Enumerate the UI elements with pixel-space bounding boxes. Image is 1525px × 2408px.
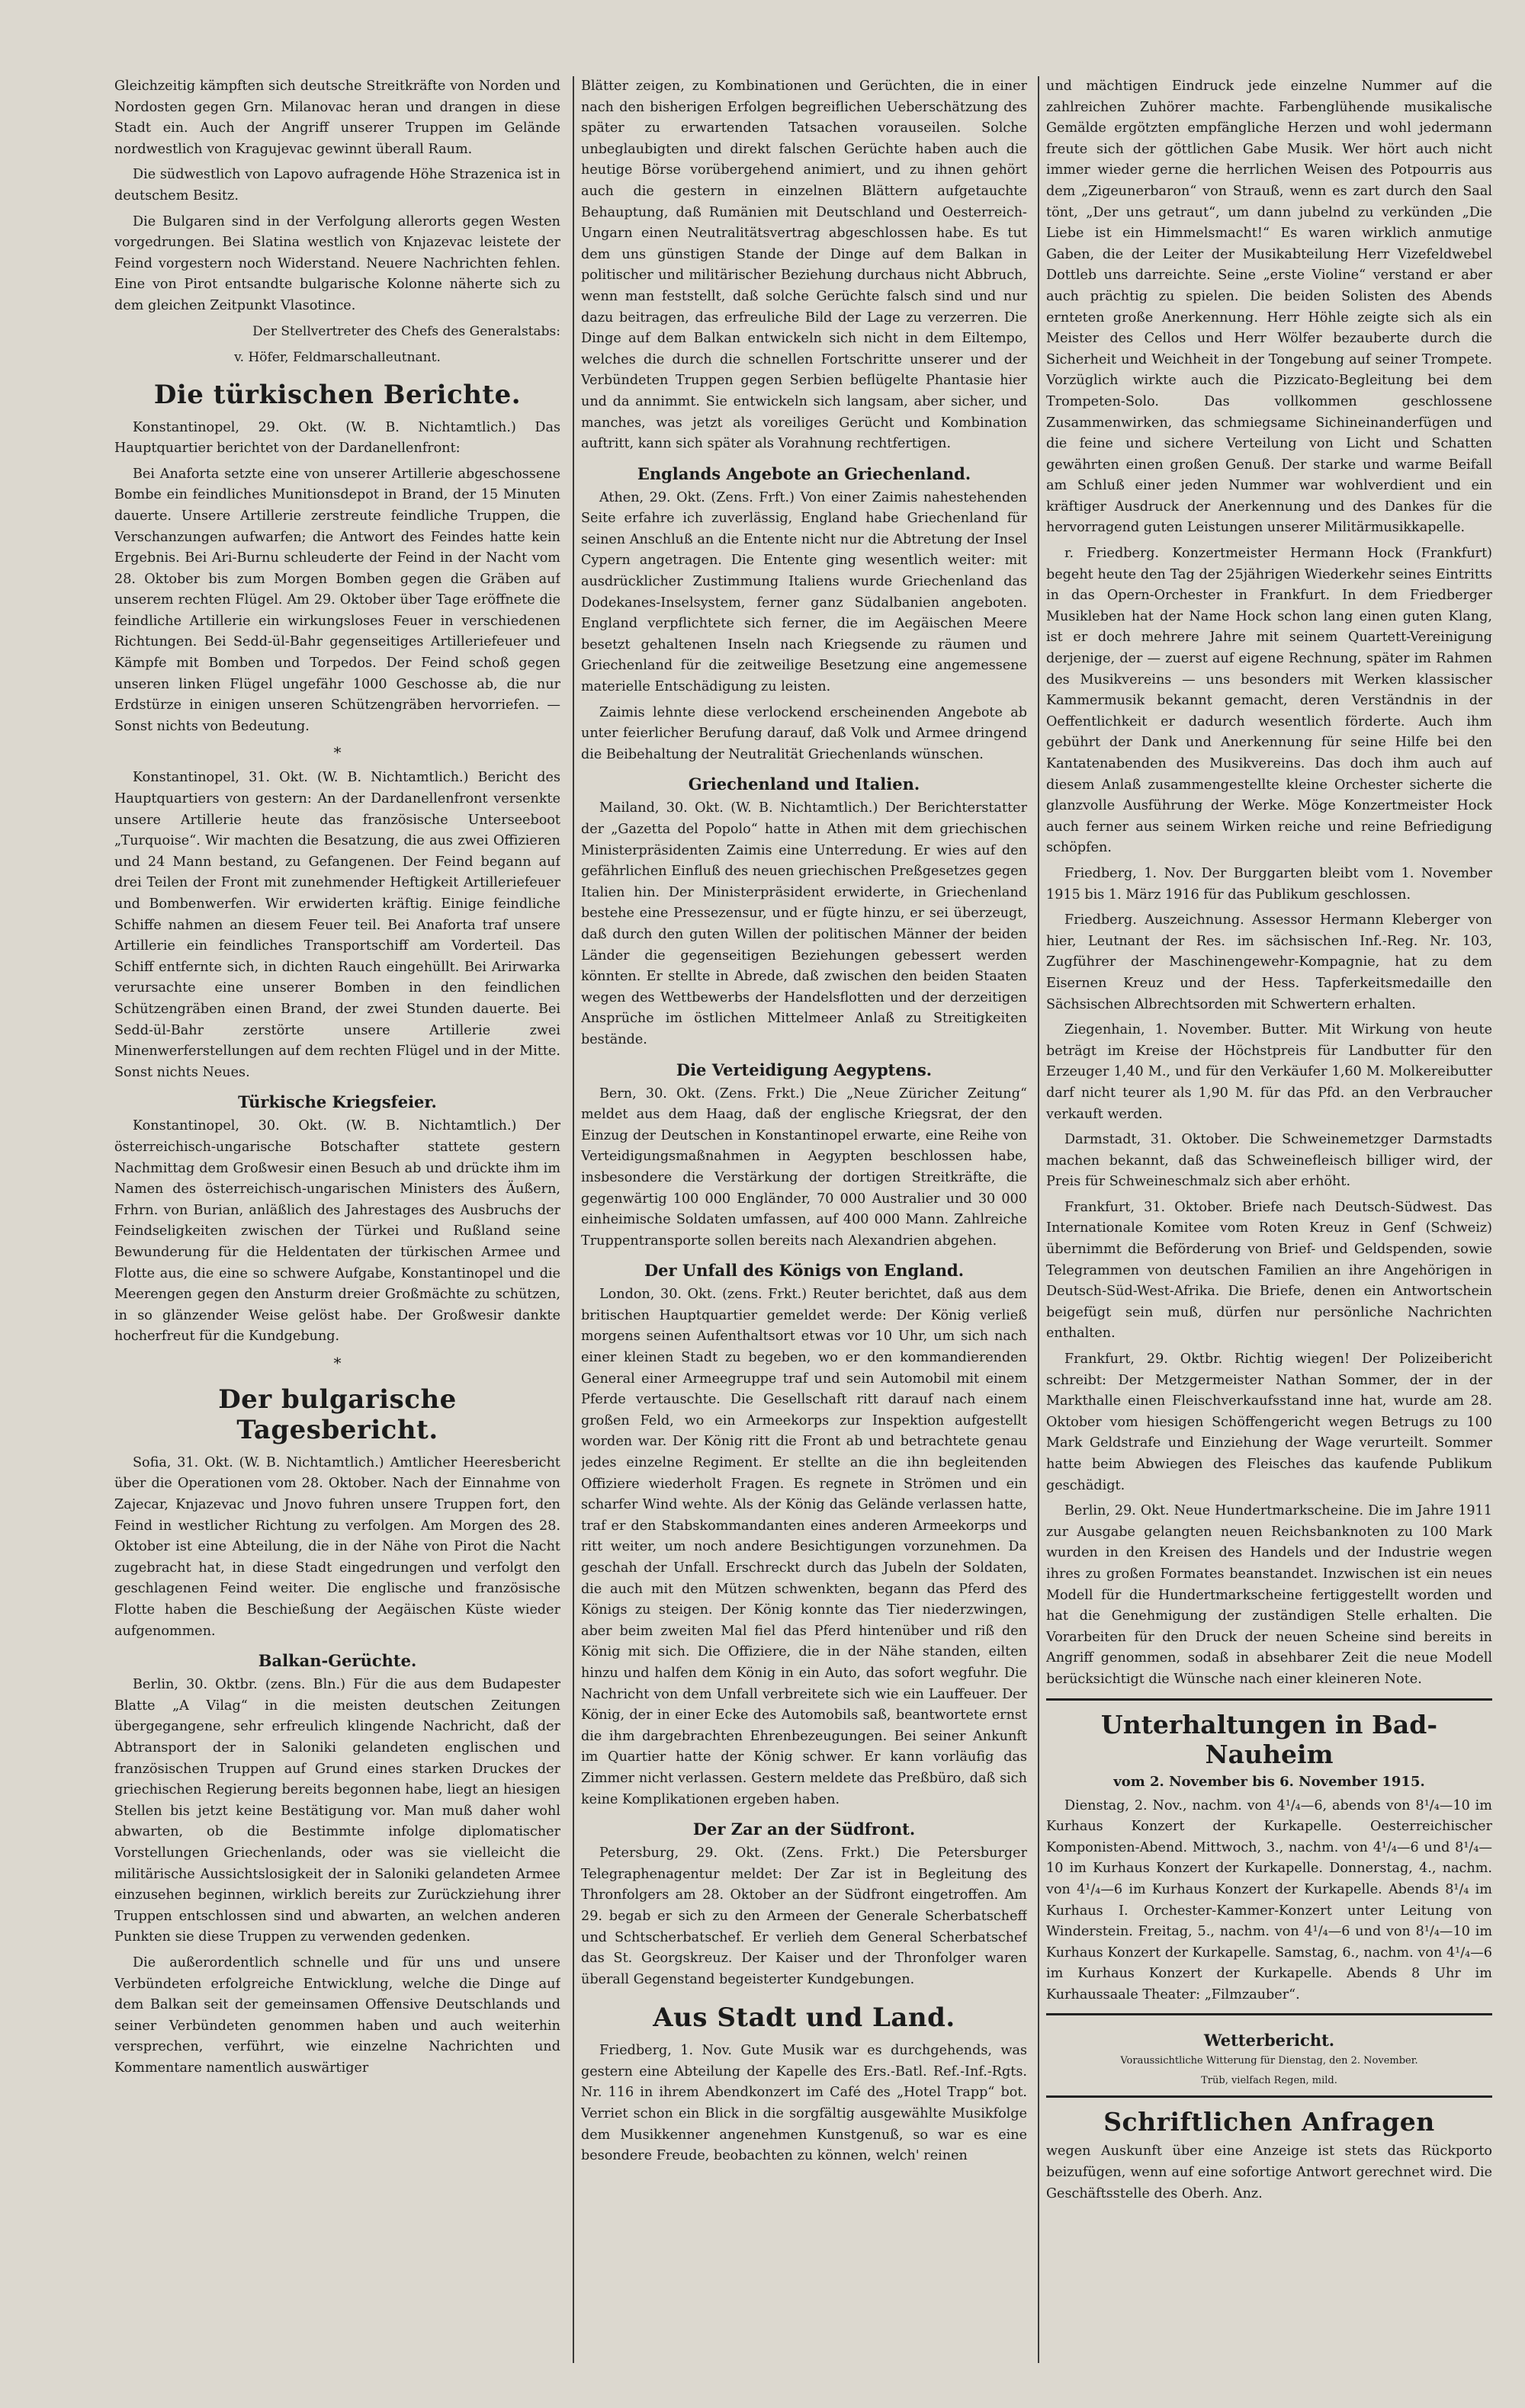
paragraph: London, 30. Okt. (zens. Frkt.) Reuter berichtet, daß aus dem britischen Hauptquartier gemeldet werde: Der König verließ morgens seinen Aufenthaltsort etwas vor 10 Uhr, um sich nach einer kleinen Stadt zu begeben, wo er den kommandierenden General einer Armeegruppe traf und sein Automobil mit einem Pferde vertauschte. Die Gesellschaft ritt darauf nach einem großen Feld, wo ein Armeekorps zur Inspektion aufgestellt worden war. Der König ritt die Front ab und betrachtete genau jedes einzelne Regiment. Er stellte an die ihn begleitenden Offiziere wiederholt Fragen. Es regnete in Strömen und ein scharfer Wind wehte. Als der König das Gelände verlassen hatte, traf er den Stabskommandanten eines anderen Armeekorps und ritt weiter, um noch andere Besichtigungen vorzunehmen. Da geschah der Unfall. Erschreckt durch das Jubeln der Soldaten, die auch mit den Mützen schwenkten, begann das Pferd des Königs zu steigen. Der König konnte das Tier niederzwingen, aber beim zweiten Mal fiel das Pferd hintenüber und riß den König mit sich. Die Offiziere, die in der Nähe standen, eilten hinzu und halfen dem König in ein Auto, das sofort wegfuhr. Die Nachricht von dem Unfall verbreitete sich wie ein Lauffeuer. Der König, der in einer Ecke des Automobils saß, beantwortete ernst die ihm dargebrachten Ehrenbezeugungen. Bei seiner Ankunft im Quartier hatte der König schwer. Er kann vorläufig das Zimmer nicht verlassen. Gestern meldete das Preßbüro, daß sich keine Komplikationen ergeben haben. <box>581 1287 1027 1807</box>
separator-star: * <box>333 743 342 762</box>
headline-turkish-reports: Die türkischen Berichte. <box>153 379 522 410</box>
headline-englands-offers: Englands Angebote an Griechenland. <box>637 463 971 483</box>
entertainment-box <box>1046 1698 1492 2006</box>
paragraph: Die Bulgaren sind in der Verfolgung allerorts gegen Westen vorgedrungen. Bei Slatina westlich von Knjazevac leistete der Feind vorgestern noch Widerstand. Neuere Nachrichten fehlen. Eine von Pirot entsandte bulgarische Kolonne näherte sich zu dem gleichen Zeitpunkt Vlasotince. <box>114 213 560 313</box>
entertainment-dates: vom 2. November bis 6. November 1915. <box>1113 1773 1425 1790</box>
paragraph: Friedberg. Auszeichnung. Assessor Hermann Kleberger von hier, Leutnant der Res. im sächsischen Inf.-Reg. Nr. 103, Zugführer der Maschinengewehr-Kompagnie, hat zu dem Eisernen Kreuz und der Hess. Tapferkeitsmedaille den Sächsischen Albrechtsorden mit Schwertern erhalten. <box>1046 912 1492 1012</box>
paragraph: Konstantinopel, 29. Okt. (W. B. Nichtamtlich.) Das Hauptquartier berichtet von der Dardanellenfront: <box>114 419 560 457</box>
paragraph: Ziegenhain, 1. November. Butter. Mit Wirkung von heute beträgt im Kreise der Höchstpreis für Landbutter für den Erzeuger 1,40 M., und für den Verkäufer 1,60 M. Molkereibutter darf nicht teurer als 1,90 M. für das Pfd. an den Verbraucher verkauft werden. <box>1046 1022 1492 1122</box>
column-3 <box>1046 76 1492 2371</box>
column-1 <box>114 76 560 2371</box>
headline-greece-italy: Griechenland und Italien. <box>688 774 920 794</box>
paragraph: Darmstadt, 31. Oktober. Die Schweinemetzger Darmstadts machen bekannt, daß das Schweinefleisch billiger wird, der Preis für Schweineschmalz sich aber erhöht. <box>1046 1132 1492 1190</box>
paragraph: Zaimis lehnte diese verlockend erscheinenden Angebote ab unter feierlicher Berufung darauf, daß Volk und Armee dringend die Beibehaltung der Neutralität Griechenlands wünschen. <box>581 704 1027 762</box>
paragraph: Frankfurt, 29. Oktbr. Richtig wiegen! Der Polizeibericht schreibt: Der Metzgermeister Nathan Sommer, der in der Markthalle einen Fleischverkaufsstand inne hat, wurde am 28. Oktober vom hiesigen Schöffengericht wegen Betrugs zu 100 Mark Geldstrafe und Einziehung der Wage verurteilt. Sommer hatte beim Abwiegen des Fleisches das kaufende Publikum geschädigt. <box>1046 1351 1492 1493</box>
headline-turkish-war-celebration: Türkische Kriegsfeier. <box>238 1092 437 1112</box>
paragraph: Die südwestlich von Lapovo aufragende Höhe Strazenica ist in deutschem Besitz. <box>114 167 560 204</box>
headline-written-inquiries: Schriftlichen Anfragen <box>1103 2107 1435 2137</box>
weather-box <box>1046 2013 1492 2088</box>
headline-defense-egypt: Die Verteidigung Aegyptens. <box>676 1060 933 1079</box>
inquiries-box <box>1046 2095 1492 2204</box>
paragraph: Bei Anaforta setzte eine von unserer Artillerie abgeschossene Bombe ein feindliches Munitionsdepot in Brand, der 15 Minuten dauerte. Unsere Artillerie zerstreute feindliche Truppen, die Verschanzungen aufwarfen; die Antwort des Feindes hatte kein Ergebnis. Bei Ari-Burnu schleuderte der Feind in der Nacht vom 28. Oktober bis zum Morgen Bomben gegen die Gräben auf unserem rechten Flügel. Am 29. Oktober über Tage eröffnete die feindliche Artillerie ein wirkungsloses Feuer in verschiedenen Richtungen. Bei Sedd-ül-Bahr gegenseitiges Artilleriefeuer und Kämpfe mit Bomben und Torpedos. Der Feind schoß gegen unseren linken Flügel ungefähr 1000 Geschosse ab, die nur Erdstürze in einigen unseren Schützengräben hervorriefen. — Sonst nichts von Bedeutung. <box>114 466 560 734</box>
paragraph: Konstantinopel, 30. Okt. (W. B. Nichtamtlich.) Der österreichisch-ungarische Botschafter stattete gestern Nachmittag dem Großwesir einen Besuch ab und drückte ihm im Namen des österreichisch-ungarischen Ministers des Äußern, Frhrn. von Burian, anläßlich des Jahrestages des Ausbruchs der Feindseligkeiten zwischen der Türkei und Rußland seine Bewunderung für die Heldentaten der türkischen Armee und Flotte aus, die eine so schwere Aufgabe, Konstantinopel und die Meerengen gegen den Ansturm dreier Großmächte zu schützen, in so glänzender Weise gelöst habe. Der Großwesir dankte hocherfreut für die Kundgebung. <box>114 1118 560 1345</box>
signature-line: Der Stellvertreter des Chefs des Generalstabs: <box>252 323 560 339</box>
headline-weather: Wetterbericht. <box>1203 2031 1335 2050</box>
paragraph: Friedberg, 1. Nov. Gute Musik war es durchgehends, was gestern eine Abteilung der Kapelle des Ers.-Batl. Ref.-Inf.-Rgts. Nr. 116 in ihrem Abendkonzert im Café des „Hotel Trapp“ bot. Verriet schon ein Blick in die sorgfältig ausgewählte Musikfolge dem Musikkenner angenehmen Kunstgenuß, so war es eine besondere Freude, beobachten zu können, welch' reinen <box>581 2043 1027 2164</box>
paragraph: Blätter zeigen, zu Kombinationen und Gerüchten, die in einer nach den bisherigen Erfolgen begreiflichen Ueberschätzung des später zu erwartenden Tatsachen vorauseilen. Solche unbeglaubigten und direkt falschen Gerüchte haben auch die heutige Börse vorübergehend animiert, und zu ihnen gehört auch die gestern in einzelnen Blättern aufgetauchte Behauptung, daß Rumänien mit Deutschland und Oesterreich-Ungarn einen Neutralitätsvertrag abgeschlossen habe. Es tut dem uns günstigen Stande der Dinge auf dem Balkan in politischer und militärischer Beziehung durchaus nicht Abbruch, wenn man feststellt, daß solche Gerüchte falsch sind und nur dazu beitragen, das erfreuliche Bild der Lage zu verzerren. Die Dinge auf dem Balkan entwickeln sich nicht in dem Eiltempo, welches die durch die schnellen Fortschritte unserer und der Verbündeten Truppen gegen Serbien beflügelte Phantasie hier und da annimmt. Sie entwickeln sich langsam, aber sicher, und manches, was jetzt als voreiliges Gerücht und Kombination auftritt, kann sich später als Vorahnung rechtfertigen. <box>581 79 1027 452</box>
weather-forecast-label: Voraussichtliche Witterung für Dienstag, den 2. November. <box>1120 2055 1418 2067</box>
signature-name: v. Höfer, Feldmarschalleutnant. <box>234 349 441 365</box>
column-rule <box>573 76 574 2363</box>
paragraph: Konstantinopel, 31. Okt. (W. B. Nichtamtlich.) Bericht des Hauptquartiers von gestern: An der Dardanellenfront versenkte unsere Artillerie heute das französische Unterseeboot „Turquoise“. Wir machten die Besatzung, die aus zwei Offizieren und 24 Mann bestand, zu Gefangenen. Der Feind begann auf drei Teilen der Front mit zunehmender Heftigkeit Artilleriefeuer und Bombenwerfen. Wir erwiderten kräftig. Einige feindliche Schiffe nahmen an diesem Feuer teil. Bei Anaforta traf unsere Artillerie ein feindliches Transportschiff am Vorderteil. Das Schiff entfernte sich, in dichten Rauch eingehüllt. Bei Arirwarka verursachte eine unserer Bomben in den feindlichen Schützengräben einen Brand, der zwei Stunden dauerte. Bei Sedd-ül-Bahr zerstörte unsere Artillerie zwei Minenwerferstellungen auf dem rechten Flügel und in der Mitte. Sonst nichts Neues. <box>114 770 560 1080</box>
paragraph: wegen Auskunft über eine Anzeige ist stets das Rückporto beizufügen, wenn auf eine sofortige Antwort gerechnet wird. Die Geschäftsstelle des Oberh. Anz. <box>1046 2143 1492 2201</box>
headline-city-and-country: Aus Stadt und Land. <box>653 2002 955 2034</box>
paragraph: Bern, 30. Okt. (Zens. Frkt.) Die „Neue Züricher Zeitung“ meldet aus dem Haag, daß der englische Kriegsrat, der den Einzug der Deutschen in Konstantinopel erwarte, eine Reihe von Verteidigungsmaßnahmen in Aegypten beschlossen habe, insbesondere die Verstärkung der dortigen Streitkräfte, die gegenwärtig 100 000 Engländer, 70 000 Australier und 30 000 einheimische Soldaten umfassen, auf 400 000 Mann. Zahlreiche Truppentransporte sollen bereits nach Alexandrien abgehen. <box>581 1085 1027 1249</box>
headline-entertainment-bad-nauheim: Unterhaltungen in Bad-Nauheim <box>1100 1709 1438 1769</box>
paragraph: Berlin, 29. Okt. Neue Hundertmarkscheine. Die im Jahre 1911 zur Ausgabe gelangten neuen Reichsbanknoten zu 100 Mark wurden in den Kreisen des Handels und der Industrie wegen ihres zu großen Formates beanstandet. Inzwischen ist ein neues Modell für die Hundertmarkscheine fertiggestellt worden und hat die Genehmigung der zuständigen Stelle erhalten. Die Vorarbeiten für den Druck der neuen Scheine sind bereits in Angriff genommen, sodaß in absehbarer Zeit die neue Modell berücksichtigt die Wünsche nach einer kleineren Note. <box>1046 1503 1492 1687</box>
paragraph: Dienstag, 2. Nov., nachm. von 4¹/₄—6, abends von 8¹/₄—10 im Kurhaus Konzert der Kurkapelle. Oesterreichischer Komponisten-Abend. Mittwoch, 3., nachm. von 4¹/₄—6 und 8¹/₄—10 im Kurhaus Konzert der Kurkapelle. Donnerstag, 4., nachm. von 4¹/₄—6 im Kurhaus Konzert der Kurkapelle. Abends 8¹/₄ im Kurhaus I. Orchester-Kammer-Konzert unter Leitung von Winderstein. Freitag, 5., nachm. von 4¹/₄—6 und von 8¹/₄—10 im Kurhaus Konzert der Kurkapelle. Samstag, 6., nachm. von 4¹/₄—6 im Kurhaus Konzert der Kurkapelle. Abends 8 Uhr im Kurhaussaale Theater: „Filmzauber“. <box>1046 1797 1492 2002</box>
headline-tsar-south-front: Der Zar an der Südfront. <box>692 1820 916 1839</box>
column-2 <box>581 76 1027 2371</box>
paragraph: Petersburg, 29. Okt. (Zens. Frkt.) Die Petersburger Telegraphenagentur meldet: Der Zar ist in Begleitung des Thronfolgers am 28. Oktober an der Südfront eingetroffen. Am 29. begab er sich zu den Armeen der Generale Scherbatscheff und Schtscherbatschef. Er verlieh dem General Scherbatschef das St. Georgskreuz. Der Kaiser und der Thronfolger waren überall Gegenstand begeisterter Kundgebungen. <box>581 1845 1027 1987</box>
paragraph: und mächtigen Eindruck jede einzelne Nummer auf die zahlreichen Zuhörer machte. Farbenglühende musikalische Gemälde ergötzten empfängliche Herzen und wohl jedermann freute sich der göttlichen Gabe Musik. Wer hört auch nicht immer wieder gerne die herrlichen Weisen des Potpourris aus dem „Zigeunerbaron“ von Strauß, wenn es zart durch den Saal tönt, „Der uns getraut“, um dann jubelnd zu verkünden „Die Liebe ist ein Himmelsmacht!“ Es waren wirklich anmutige Gaben, die der Leiter der Musikabteilung Herr Vizefeldwebel Dottleb uns darreichte. Seine „erste Violine“ verstand er aber auch prächtig zu spielen. Die beiden Solisten des Abends ernteten große Anerkennung. Herr Höhle zeigte sich als ein Meister des Cellos und Herr Wölfer bezauberte durch die Sicherheit und Weichheit in der Tongebung auf seiner Trompete. Vorzüglich wirkte auch die Pizzicato-Begleitung bei dem Trompeten-Solo. Das vollkommen geschlossene Zusammenwirken, das schmiegsame Sichineinanderfügen und die feine und sichere Verteilung von Licht und Schatten gewährten einen großen Genuß. Der starke und warme Beifall am Schluß einer jeden Nummer war wohlverdient und ein kräftiger Ausdruck der Anerkennung und des Dankes für die hervorragend guten Leistungen unserer Militärmusikkapelle. <box>1046 79 1492 536</box>
paragraph: Friedberg, 1. Nov. Der Burggarten bleibt vom 1. November 1915 bis 1. März 1916 für das Publikum geschlossen. <box>1046 865 1492 903</box>
paragraph: Berlin, 30. Oktbr. (zens. Bln.) Für die aus dem Budapester Blatte „A Vilag“ in die meisten deutschen Zeitungen übergegangene, sehr erfreulich klingende Nachricht, daß der Abtransport der in Saloniki gelandeten englischen und französischen Truppen auf Grund eines starken Druckes der griechischen Regierung bereits begonnen habe, liegt an hiesigen Stellen bis jetzt keine Bestätigung vor. Man muß daher wohl abwarten, ob die Bestimmte infolge diplomatischer Vorstellungen Griechenlands, oder was sie vielleicht die militärische Aussichtslosigkeit der in Saloniki gelandeten Armee einzusehen beginnen, wirklich bereits zur Zurückziehung ihrer Truppen entschlossen sind und abwarten, an welchen anderen Punkten sie diese Truppen zu verwenden gedenken. <box>114 1677 560 1945</box>
paragraph: r. Friedberg. Konzertmeister Hermann Hock (Frankfurt) begeht heute den Tag der 25jährigen Wiederkehr seines Eintritts in das Opern-Orchester in Frankfurt. In dem Friedberger Musikleben hat der Name Hock schon lang einen guten Klang, ist er doch mehrere Jahre mit seinem Quartett-Vereinigung derjenige, der — zuerst auf eigene Rechnung, später im Rahmen des Musikvereins — uns besonders mit Werken klassischer Kammermusik bekannt gemacht, deren Verständnis in der Oeffentlichkeit er dadurch wesentlich förderte. Auch ihm gebührt der Dank und Anerkennung für seine Hilfe bei den Kantatenabenden des Musikvereins. Das doch ihm auch auf diesem Anlaß zusammengestellte kleine Orchester sicherte die glanzvolle Ausführung der Werke. Möge Konzertmeister Hock auch ferner aus seinem Wirken reiche und reine Befriedigung schöpfen. <box>1046 546 1492 856</box>
paragraph: Die außerordentlich schnelle und für uns und unsere Verbündeten erfolgreiche Entwicklung, welche die Dinge auf dem Balkan seit der gemeinsamen Offensive Deutschlands und seiner Verbündeten genommen haben und auch weiterhin versprechen, verführt, wie einzelne Nachrichten und Kommentare namentlich auswärtiger <box>114 1954 560 2076</box>
headline-bulgarian-report: Der bulgarische Tagesbericht. <box>218 1384 457 1445</box>
paragraph: Gleichzeitig kämpften sich deutsche Streitkräfte von Norden und Nordosten gegen Grn. Milanovac heran und drangen in diese Stadt ein. Auch der Angriff unserer Truppen im Gelände nordwestlich von Kragujevac gewinnt überall Raum. <box>114 79 560 157</box>
headline-kings-accident: Der Unfall des Königs von England. <box>644 1261 965 1281</box>
weather-forecast: Trüb, vielfach Regen, mild. <box>1201 2075 1337 2087</box>
paragraph: Athen, 29. Okt. (Zens. Frft.) Von einer Zaimis nahestehenden Seite erfahre ich zuverlässig, England habe Griechenland für seinen Anschluß an die Entente nicht nur die Abtretung der Insel Cypern angetragen. Die Entente ging wesentlich weiter: mit ausdrücklicher Zustimmung Italiens wurde Griechenland das Dodekanes-Inselsystem, ferner ganz Südalbanien angeboten. England verpflichtete sich ferner, die im Aegäischen Meere besetzt gehaltenen Inseln nach Kriegsende zu räumen und Griechenland für die zeitweilige Besetzung eine angemessene materielle Entschädigung zu leisten. <box>581 489 1027 695</box>
paragraph: Frankfurt, 31. Oktober. Briefe nach Deutsch-Südwest. Das Internationale Komitee vom Roten Kreuz in Genf (Schweiz) übernimmt die Beförderung von Brief- und Geldspenden, sowie Telegrammen von deutschen Familien an ihre Angehörigen in Deutsch-Süd-West-Afrika. Die Briefe, denen ein Antwortschein beigefügt sein muß, dürfen nur persönliche Nachrichten enthalten. <box>1046 1199 1492 1342</box>
column-rule <box>1038 76 1039 2363</box>
newspaper-page <box>114 76 1502 2378</box>
paragraph: Sofia, 31. Okt. (W. B. Nichtamtlich.) Amtlicher Heeresbericht über die Operationen vom 28. Oktober. Nach der Einnahme von Zajecar, Knjazevac und Jnovo fuhren unsere Truppen fort, den Feind in westlicher Richtung zu verfolgen. Am Morgen des 28. Oktober ist eine Abteilung, die in der Nähe von Pirot die Nacht zugebracht hat, in diese Stadt eingedrungen und verfolgt den geschlagenen Feind weiter. Die englische und französische Flotte haben die Beschießung der Aegäischen Küste wieder aufgenommen. <box>114 1454 560 1639</box>
separator-star: * <box>333 1353 342 1372</box>
headline-balkan-rumors: Balkan-Gerüchte. <box>258 1651 417 1671</box>
paragraph: Mailand, 30. Okt. (W. B. Nichtamtlich.) Der Berichterstatter der „Gazetta del Popolo“ hatte in Athen mit dem griechischen Ministerpräsidenten Zaimis eine Unterredung. Er wies auf den gefährlichen Einfluß des neuen griechischen Preßgesetzes gegen Italien hin. Der Ministerpräsident erwiderte, in Griechenland bestehe eine Pressezensur, und er fügte hinzu, er sei überzeugt, daß durch den guten Willen der politischen Männer der beiden Länder die gegenseitigen Beziehungen gebessert werden könnten. Er stellte in Abrede, daß zwischen den beiden Staaten wegen des Wettbewerbs der Handelsflotten und der derzeitigen Ansprüche im östlichen Mittelmeer Anlaß zu Streitigkeiten bestände. <box>581 800 1027 1047</box>
